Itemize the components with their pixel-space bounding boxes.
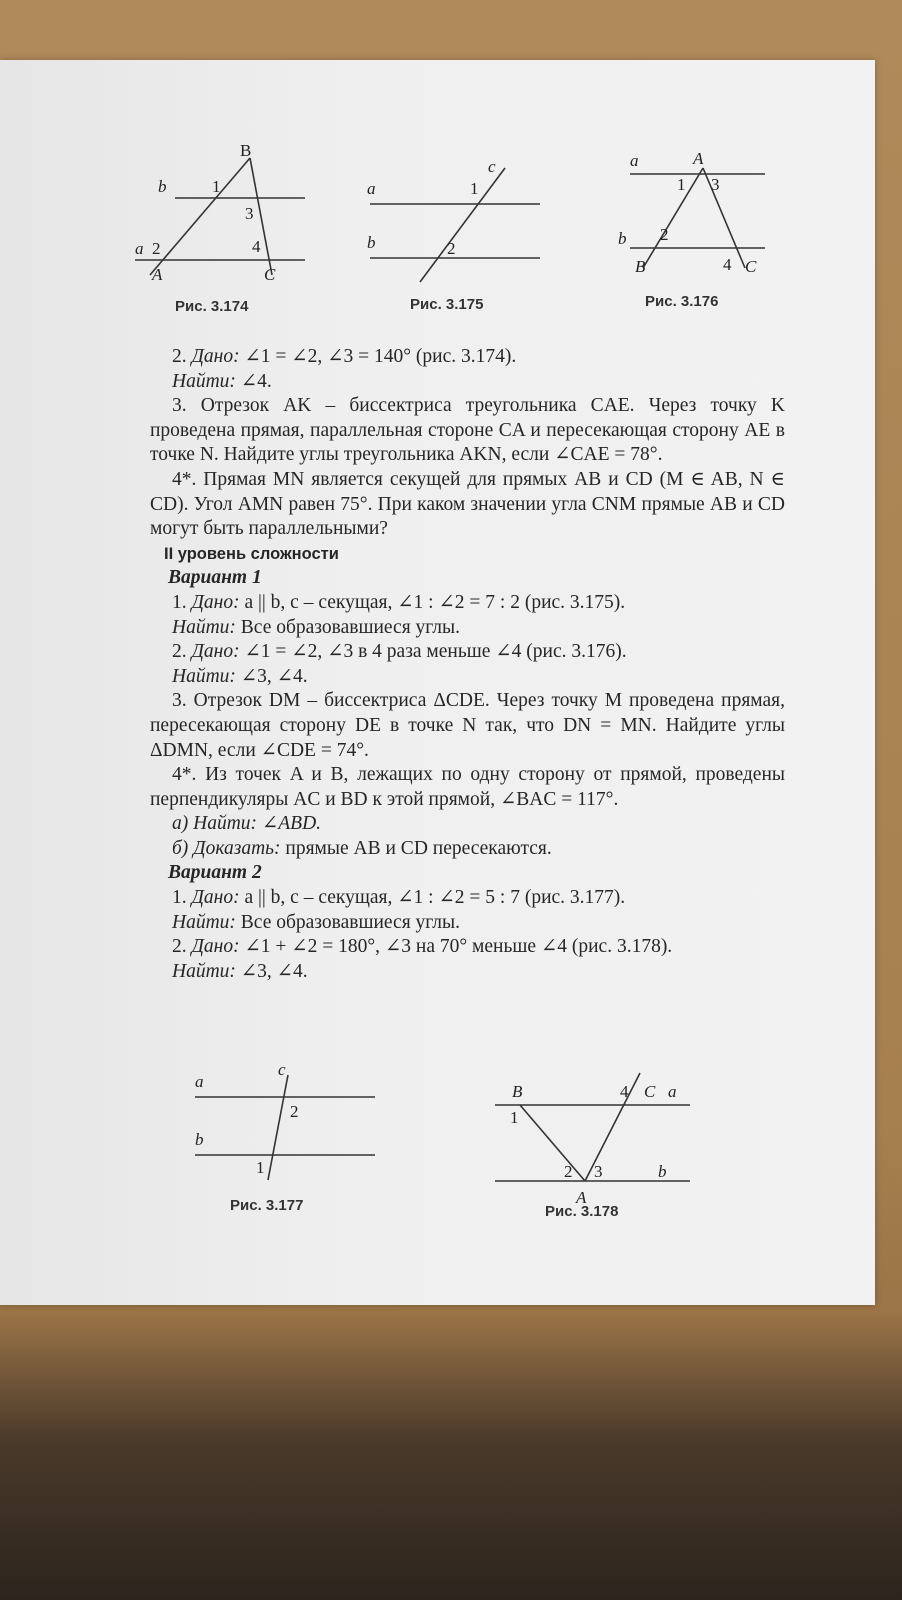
angle-4-label: 4 — [252, 237, 261, 256]
line-c-label: c — [278, 1060, 286, 1079]
point-A: A — [152, 265, 163, 284]
level1-task4: 4*. Прямая MN является секущей для прямых AB и CD (M ∈ AB, N ∈ CD). Угол AMN равен 75°. При каком значении угла CNM прямые AB и CD могут быть параллельными? — [150, 468, 785, 540]
point-B: B — [240, 141, 252, 160]
v1-task2-find: Найти: ∠3, ∠4. — [172, 665, 308, 687]
v1-task1-given: 1. Дано: a || b, c – секущая, ∠1 : ∠2 = 7 : 2 (рис. 3.175). — [172, 591, 626, 613]
figure-3-175 — [365, 157, 545, 290]
angle-1-label: 1 — [510, 1108, 519, 1127]
angle-3-label: 3 — [594, 1162, 603, 1181]
angle-1-label: 1 — [470, 179, 479, 198]
caption-3-176: Рис. 3.176 — [645, 293, 719, 310]
line-a-label: a — [135, 239, 144, 258]
point-C: C — [264, 265, 276, 284]
figure-3-177-diagram — [190, 1060, 390, 1195]
line-c-label: c — [488, 157, 496, 176]
caption-3-175: Рис. 3.175 — [410, 296, 484, 313]
figure-3-174 — [130, 140, 310, 290]
level1-task2-given: 2. Дано: ∠1 = ∠2, ∠3 = 140° (рис. 3.174). — [172, 346, 517, 367]
v1-task3: 3. Отрезок DM – биссектриса ΔCDE. Через точку M проведена прямая, пересекающая сторону DE в точке N так, что DN = MN. Найдите углы ΔDMN, если ∠CDE = 74°. — [150, 690, 785, 761]
caption-3-178: Рис. 3.178 — [545, 1203, 619, 1220]
angle-3-label: 3 — [711, 175, 720, 194]
v2-task1-given: 1. Дано: a || b, c – секущая, ∠1 : ∠2 = 5 : 7 (рис. 3.177). — [172, 887, 626, 909]
figure-3-175-diagram — [365, 157, 545, 290]
angle-4-label: 4 — [620, 1082, 629, 1101]
variant2-title: Вариант 2 — [168, 862, 262, 884]
point-C: C — [745, 257, 757, 276]
line-a-label: a — [367, 179, 376, 198]
v1-task2-given: 2. Дано: ∠1 = ∠2, ∠3 в 4 раза меньше ∠4 (рис. 3.176). — [172, 641, 627, 663]
line-b-label: b — [195, 1130, 204, 1149]
v1-task4a: а) Найти: ∠ABD. — [172, 813, 322, 835]
variant1-title: Вариант 1 — [168, 567, 262, 589]
line-b-label: b — [618, 229, 627, 248]
point-A: A — [576, 1188, 587, 1207]
figure-3-176-diagram — [615, 148, 785, 283]
angle-2-label: 2 — [660, 225, 669, 244]
point-B: B — [635, 257, 646, 276]
figure-3-177 — [190, 1060, 390, 1195]
figure-3-174-diagram — [130, 140, 310, 290]
v1-task4b: б) Доказать: прямые AB и CD пересекаются. — [172, 837, 552, 859]
level1-task3: 3. Отрезок AK – биссектриса треугольника CAE. Через точку K проведена прямая, параллельная стороне CA и пересекающая сторону AE в точке N. Найдите углы треугольника AKN, если ∠CAE = 78°. — [150, 395, 785, 466]
line-b-label: b — [658, 1162, 667, 1181]
angle-2-label: 2 — [447, 239, 456, 258]
v2-task2-given: 2. Дано: ∠1 + ∠2 = 180°, ∠3 на 70° меньше ∠4 (рис. 3.178). — [172, 936, 673, 958]
exercise-text — [150, 345, 785, 984]
caption-3-174: Рис. 3.174 — [175, 298, 249, 315]
figure-3-176 — [615, 148, 785, 283]
point-C: C — [644, 1082, 656, 1101]
angle-1-label: 1 — [677, 175, 686, 194]
angle-2-label: 2 — [290, 1102, 299, 1121]
level2-heading: II уровень сложности — [164, 544, 339, 563]
angle-4-label: 4 — [723, 255, 732, 274]
line-a-label: a — [668, 1082, 677, 1101]
line-b-label: b — [158, 177, 167, 196]
v2-task1-find: Найти: Все образовавшиеся углы. — [172, 911, 461, 933]
angle-2-label: 2 — [152, 239, 161, 258]
line-b-label: b — [367, 233, 376, 252]
v1-task1-find: Найти: Все образовавшиеся углы. — [172, 616, 461, 638]
angle-1-label: 1 — [256, 1158, 265, 1177]
point-B: B — [512, 1082, 523, 1101]
angle-2-label: 2 — [564, 1162, 573, 1181]
angle-3-label: 3 — [245, 204, 254, 223]
point-A: A — [693, 149, 704, 168]
figure-3-178 — [490, 1065, 710, 1205]
v1-task4: 4*. Из точек A и B, лежащих по одну сторону от прямой, проведены перпендикуляры AC и BD к этой прямой, ∠BAC = 117°. — [150, 764, 785, 810]
figure-3-178-diagram — [490, 1065, 710, 1205]
v2-task2-find: Найти: ∠3, ∠4. — [172, 960, 308, 982]
line-a-label: a — [195, 1072, 204, 1091]
angle-1-label: 1 — [212, 177, 221, 196]
level1-task2-find: Найти: ∠4. — [172, 370, 272, 392]
line-a-label: a — [630, 151, 639, 170]
caption-3-177: Рис. 3.177 — [230, 1197, 304, 1214]
